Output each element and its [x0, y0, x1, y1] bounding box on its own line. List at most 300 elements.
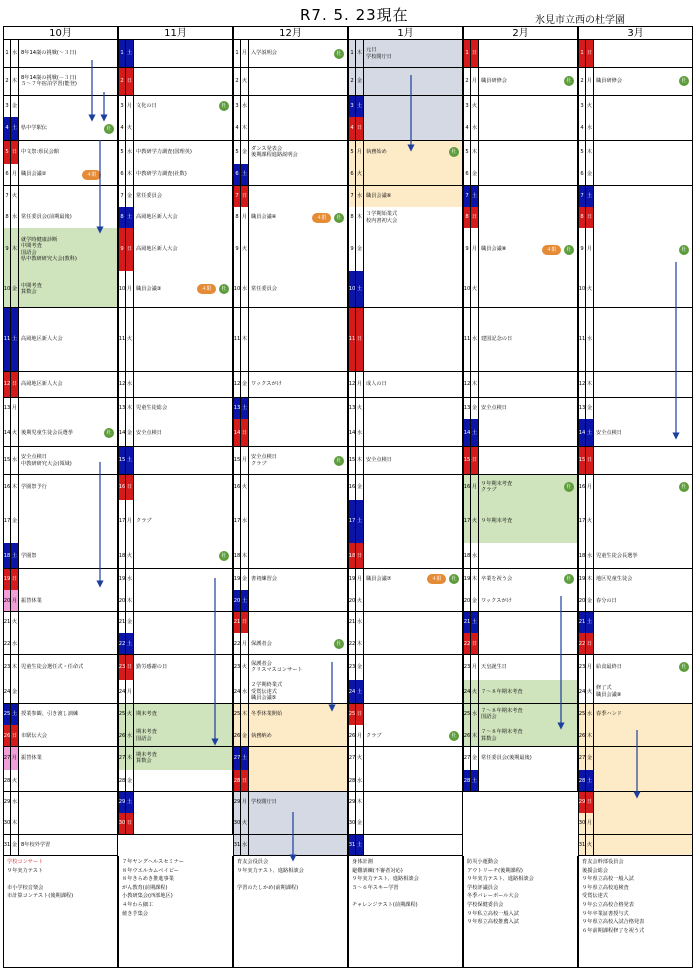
month-header: 10月: [3, 26, 118, 40]
weekday: 火: [241, 68, 249, 95]
day-cell: [463, 164, 578, 186]
day-number: 12: [464, 372, 471, 397]
month-header: 12月: [233, 26, 348, 40]
event-list: [596, 500, 690, 542]
event-list: [136, 96, 230, 117]
day-number: 20: [119, 590, 126, 611]
day-cell: [233, 117, 348, 141]
weekday: 金: [11, 271, 19, 307]
weekday: 水: [471, 543, 479, 568]
event-text: 安全点検日: [251, 454, 277, 461]
event-list: [21, 543, 115, 568]
event-list: [251, 372, 345, 397]
day-cell: [578, 835, 693, 857]
day-number: 5: [349, 141, 356, 164]
day-cell: [233, 372, 348, 398]
day-number: 22: [4, 633, 11, 654]
weekday: 火: [241, 475, 249, 500]
day-number: 4: [234, 117, 241, 140]
day-number: 1: [579, 40, 586, 67]
weekday: 木: [586, 372, 594, 397]
weekday: 木: [11, 655, 19, 680]
day-number: 6: [119, 164, 126, 185]
event-text: 中文祭:県民会館: [21, 148, 60, 155]
event-list: [136, 207, 230, 228]
event-list: [366, 475, 460, 500]
event-list: [481, 372, 575, 397]
day-number: 30: [4, 813, 11, 834]
event-list: [21, 612, 115, 633]
note-text: 小教研集会(西部地区): [122, 893, 173, 900]
event-list: [366, 447, 460, 474]
day-cell: [348, 792, 463, 814]
mori-badge: 杜: [449, 147, 459, 157]
weekday: 木: [586, 725, 594, 746]
event-list: [596, 447, 690, 474]
event-text: ９年期末考査: [481, 518, 513, 525]
weekday: 月: [471, 655, 479, 680]
event-list: [366, 117, 460, 140]
weekday: 月: [356, 141, 364, 164]
event-list: [366, 164, 460, 185]
event-list: [136, 612, 230, 633]
weekday: 月: [586, 228, 594, 270]
event-list: [136, 569, 230, 590]
weekday: 火: [241, 655, 249, 680]
day-cell: [348, 590, 463, 612]
weekday: 日: [126, 228, 134, 270]
event-text: 中教研研究大会(領域): [21, 460, 72, 467]
weekday: 日: [356, 308, 364, 372]
day-number: 2: [4, 68, 11, 95]
day-cell: [118, 475, 233, 501]
day-cell: [578, 633, 693, 655]
day-number: 7: [4, 186, 11, 207]
weekday: 日: [356, 117, 364, 140]
event-list: [596, 680, 690, 703]
event-list: [481, 398, 575, 419]
day-number: 6: [4, 164, 11, 185]
day-cell: [578, 419, 693, 447]
day-cell: [3, 372, 118, 398]
day-number: 17: [579, 500, 586, 542]
day-number: 11: [234, 308, 241, 372]
weekday: 木: [356, 633, 364, 654]
event-text: 算数会: [136, 758, 152, 765]
event-list: [251, 792, 345, 813]
event-text: 書初練習会: [251, 576, 277, 583]
day-number: 16: [579, 475, 586, 500]
day-cell: [118, 725, 233, 747]
note-text: 防災小運動会: [467, 859, 499, 865]
weekday: 日: [586, 40, 594, 67]
day-cell: [3, 813, 118, 835]
day-cell: [3, 747, 118, 771]
weekday: 月: [11, 164, 19, 185]
day-number: 27: [234, 747, 241, 770]
mori-badge: 杜: [334, 213, 344, 223]
day-cell: [233, 141, 348, 165]
event-list: [596, 704, 690, 725]
day-number: 28: [464, 770, 471, 791]
day-cell: [233, 543, 348, 569]
event-list: [481, 543, 575, 568]
day-number: 23: [119, 655, 126, 680]
weekday: 金: [126, 612, 134, 633]
event-text: 振替休業: [21, 597, 42, 604]
weekday: 金: [471, 747, 479, 770]
day-number: 10: [4, 271, 11, 307]
month-header: 3月: [578, 26, 693, 40]
weekday: 月: [126, 96, 134, 117]
event-list: [21, 500, 115, 542]
weekday: 月: [471, 228, 479, 270]
day-cell: [3, 612, 118, 634]
day-number: 2: [579, 68, 586, 95]
weekday: 水: [126, 725, 134, 746]
day-number: 23: [234, 655, 241, 680]
day-number: 13: [464, 398, 471, 419]
weekday: 火: [126, 704, 134, 725]
event-list: [251, 96, 345, 117]
day-cell: [118, 447, 233, 475]
mori-badge: 杜: [219, 284, 229, 294]
day-cell: [3, 770, 118, 792]
weekday: 月: [126, 500, 134, 542]
day-number: 11: [579, 308, 586, 372]
day-cell: [118, 704, 233, 726]
weekday: 火: [471, 680, 479, 703]
event-text: クラブ: [481, 487, 497, 494]
day-cell: [348, 655, 463, 681]
day-number: 26: [119, 725, 126, 746]
event-list: [251, 164, 345, 185]
event-text: ７～８年期末考査: [481, 729, 523, 736]
event-list: [136, 228, 230, 270]
weekday: 金: [471, 164, 479, 185]
event-list: [136, 792, 230, 813]
day-cell: [348, 419, 463, 447]
day-number: 13: [579, 398, 586, 419]
month-column: [348, 26, 463, 856]
event-text: 職員研修会: [481, 78, 507, 85]
weekday: 月: [356, 569, 364, 590]
event-list: [596, 186, 690, 207]
day-number: 10: [464, 271, 471, 307]
day-number: 14: [579, 419, 586, 446]
event-text: 受賞伝達式: [251, 688, 277, 695]
day-number: 22: [234, 633, 241, 654]
weekday: 月: [471, 475, 479, 500]
event-list: [21, 228, 115, 270]
event-list: [366, 207, 460, 228]
event-list: [21, 655, 115, 680]
weekday: 水: [471, 308, 479, 372]
day-number: 15: [234, 447, 241, 474]
day-number: 15: [349, 447, 356, 474]
event-list: [596, 655, 690, 680]
event-list: [481, 500, 575, 542]
event-list: [366, 633, 460, 654]
day-number: 12: [349, 372, 356, 397]
event-text: 算数会: [481, 735, 497, 742]
day-cell: [118, 308, 233, 373]
event-list: [136, 680, 230, 703]
weekday: 日: [11, 141, 19, 164]
day-cell: [463, 40, 578, 68]
day-cell: [233, 792, 348, 814]
month-header: 1月: [348, 26, 463, 40]
event-list: [136, 770, 230, 791]
day-cell: [578, 792, 693, 814]
day-cell: [3, 419, 118, 447]
weekday: 月: [11, 398, 19, 419]
event-list: [481, 633, 575, 654]
event-list: [136, 40, 230, 67]
weekday: 火: [356, 747, 364, 770]
weekday: 木: [241, 543, 249, 568]
day-number: 4: [464, 117, 471, 140]
mori-badge: 杜: [334, 49, 344, 59]
month-notes: [348, 856, 463, 968]
weekday: 木: [586, 569, 594, 590]
event-list: [596, 372, 690, 397]
weekday: 水: [586, 543, 594, 568]
day-cell: [118, 186, 233, 208]
event-list: [366, 747, 460, 770]
day-cell: [118, 398, 233, 420]
weekday: 土: [126, 447, 134, 474]
day-number: 14: [234, 419, 241, 446]
event-text: 国語会: [21, 249, 37, 256]
event-list: [481, 704, 575, 725]
event-text: 学園祭: [21, 552, 37, 559]
day-cell: [348, 543, 463, 569]
day-cell: [578, 141, 693, 165]
month-column: [578, 26, 693, 856]
event-text: 国語会: [481, 714, 497, 721]
day-number: 23: [349, 655, 356, 680]
day-number: 3: [579, 96, 586, 117]
day-cell: [3, 164, 118, 186]
weekday: 水: [356, 186, 364, 207]
month-header: 11月: [118, 26, 233, 40]
event-list: [136, 655, 230, 680]
mori-badge: 杜: [679, 482, 689, 492]
event-list: [481, 725, 575, 746]
day-cell: [463, 543, 578, 569]
event-list: [21, 398, 115, 419]
day-number: 31: [579, 835, 586, 856]
note-text: ５～６年スキー学習: [352, 884, 399, 891]
day-cell: [118, 68, 233, 96]
day-cell: [118, 228, 233, 271]
weekday: 土: [126, 633, 134, 654]
event-list: [21, 271, 115, 307]
day-number: 27: [119, 747, 126, 770]
weekday: 火: [241, 813, 249, 834]
day-cell: [233, 308, 348, 373]
day-number: 18: [464, 543, 471, 568]
mori-badge: 杜: [449, 574, 459, 584]
day-number: 17: [4, 500, 11, 542]
day-cell: [348, 569, 463, 591]
day-cell: [3, 655, 118, 681]
weekday: 金: [11, 680, 19, 703]
weekday: 木: [11, 475, 19, 500]
note-text: 冬季バレーボール大会: [467, 893, 519, 900]
note-text: ９年卒業証書授与式: [582, 910, 629, 917]
day-number: 21: [579, 612, 586, 633]
day-cell: [3, 207, 118, 229]
day-cell: [118, 590, 233, 612]
weekday: 木: [11, 228, 19, 270]
day-cell: [578, 569, 693, 591]
event-text: 職員会議⑤: [251, 695, 277, 702]
day-number: 8: [579, 207, 586, 228]
event-list: [251, 725, 345, 746]
event-text: 高岡地区新人大会: [21, 381, 63, 388]
event-list: [251, 704, 345, 725]
day-number: 23: [4, 655, 11, 680]
day-number: 21: [119, 612, 126, 633]
day-cell: [348, 68, 463, 96]
day-number: 19: [4, 569, 11, 590]
day-number: 17: [464, 500, 471, 542]
day-number: 9: [234, 228, 241, 270]
day-cell: [578, 655, 693, 681]
event-text: 児童生徒会選任式・任命式: [21, 664, 84, 671]
weekday: 土: [356, 271, 364, 307]
day-cell: [578, 308, 693, 373]
event-text: 高岡地区新人大会: [136, 246, 178, 253]
event-list: [366, 228, 460, 270]
event-list: [21, 419, 115, 446]
weekday: 土: [586, 186, 594, 207]
day-number: 5: [579, 141, 586, 164]
day-cell: [233, 835, 348, 857]
weekday: 月: [586, 475, 594, 500]
event-text: 執務納め: [251, 732, 272, 739]
weekday: 月: [11, 590, 19, 611]
event-list: [136, 308, 230, 372]
weekday: 日: [471, 633, 479, 654]
event-text: 職員会議⑧: [481, 246, 507, 253]
day-number: 28: [119, 770, 126, 791]
day-number: 28: [4, 770, 11, 791]
event-list: [596, 68, 690, 95]
event-list: [251, 228, 345, 270]
event-text: 入学説明会: [251, 50, 277, 57]
event-text: 市駅伝大会: [21, 732, 47, 739]
day-cell: [348, 207, 463, 229]
event-list: [251, 569, 345, 590]
event-text: 国語会: [136, 735, 152, 742]
day-number: 25: [4, 704, 11, 725]
weekday: 月: [11, 747, 19, 770]
month-column: [3, 26, 118, 856]
event-text: クラブ: [251, 460, 267, 467]
day-cell: [463, 447, 578, 475]
day-number: 21: [349, 612, 356, 633]
day-number: 11: [119, 308, 126, 372]
event-list: [251, 612, 345, 633]
event-list: [481, 117, 575, 140]
day-cell: [233, 569, 348, 591]
day-number: 6: [234, 164, 241, 185]
day-number: 12: [119, 372, 126, 397]
day-cell: [3, 792, 118, 814]
event-list: [136, 68, 230, 95]
day-number: 15: [119, 447, 126, 474]
day-number: 24: [119, 680, 126, 703]
weekday: 金: [356, 655, 364, 680]
mori-badge: 杜: [449, 731, 459, 741]
weekday: 火: [586, 96, 594, 117]
event-text: ダンス発表会: [251, 145, 283, 152]
event-list: [596, 308, 690, 372]
weekday: 土: [356, 680, 364, 703]
day-cell: [463, 207, 578, 229]
weekday: 木: [356, 207, 364, 228]
weekday: 月: [241, 633, 249, 654]
day-cell: [578, 207, 693, 229]
event-list: [251, 813, 345, 834]
weekday: 日: [241, 612, 249, 633]
weekday: 金: [356, 228, 364, 270]
day-cell: [233, 228, 348, 271]
month-column: [463, 26, 578, 856]
day-cell: [463, 680, 578, 704]
weekday: 水: [241, 500, 249, 542]
school-name: 氷見市立西の杜学園: [535, 15, 625, 26]
event-list: [21, 704, 115, 725]
event-list: [136, 590, 230, 611]
day-cell: [3, 308, 118, 373]
day-number: 30: [119, 813, 126, 834]
weekday: 水: [11, 633, 19, 654]
day-number: 19: [464, 569, 471, 590]
mori-badge: 杜: [219, 101, 229, 111]
day-number: 2: [234, 68, 241, 95]
event-list: [481, 271, 575, 307]
mori-badge: 杜: [679, 245, 689, 255]
day-number: 31: [4, 835, 11, 856]
day-cell: [463, 271, 578, 308]
day-cell: [233, 68, 348, 96]
event-list: [136, 164, 230, 185]
day-cell: [348, 308, 463, 373]
mori-badge: 杜: [679, 662, 689, 672]
day-cell: [578, 186, 693, 208]
weekday: 日: [356, 543, 364, 568]
note-text: 受賞伝達式: [582, 893, 608, 900]
day-number: 20: [579, 590, 586, 611]
day-cell: [578, 612, 693, 634]
event-text: 春分の日: [596, 597, 617, 604]
day-number: 7: [464, 186, 471, 207]
day-number: 8: [4, 207, 11, 228]
day-cell: [348, 164, 463, 186]
day-cell: [118, 117, 233, 141]
event-list: [136, 747, 230, 770]
note-text: ９年県立高校入試合格発表: [582, 919, 645, 926]
event-list: [136, 475, 230, 500]
day-cell: [578, 447, 693, 475]
note-text: ９年私立高校一般入試: [467, 910, 519, 917]
weekday: 金: [586, 590, 594, 611]
event-list: [596, 590, 690, 611]
